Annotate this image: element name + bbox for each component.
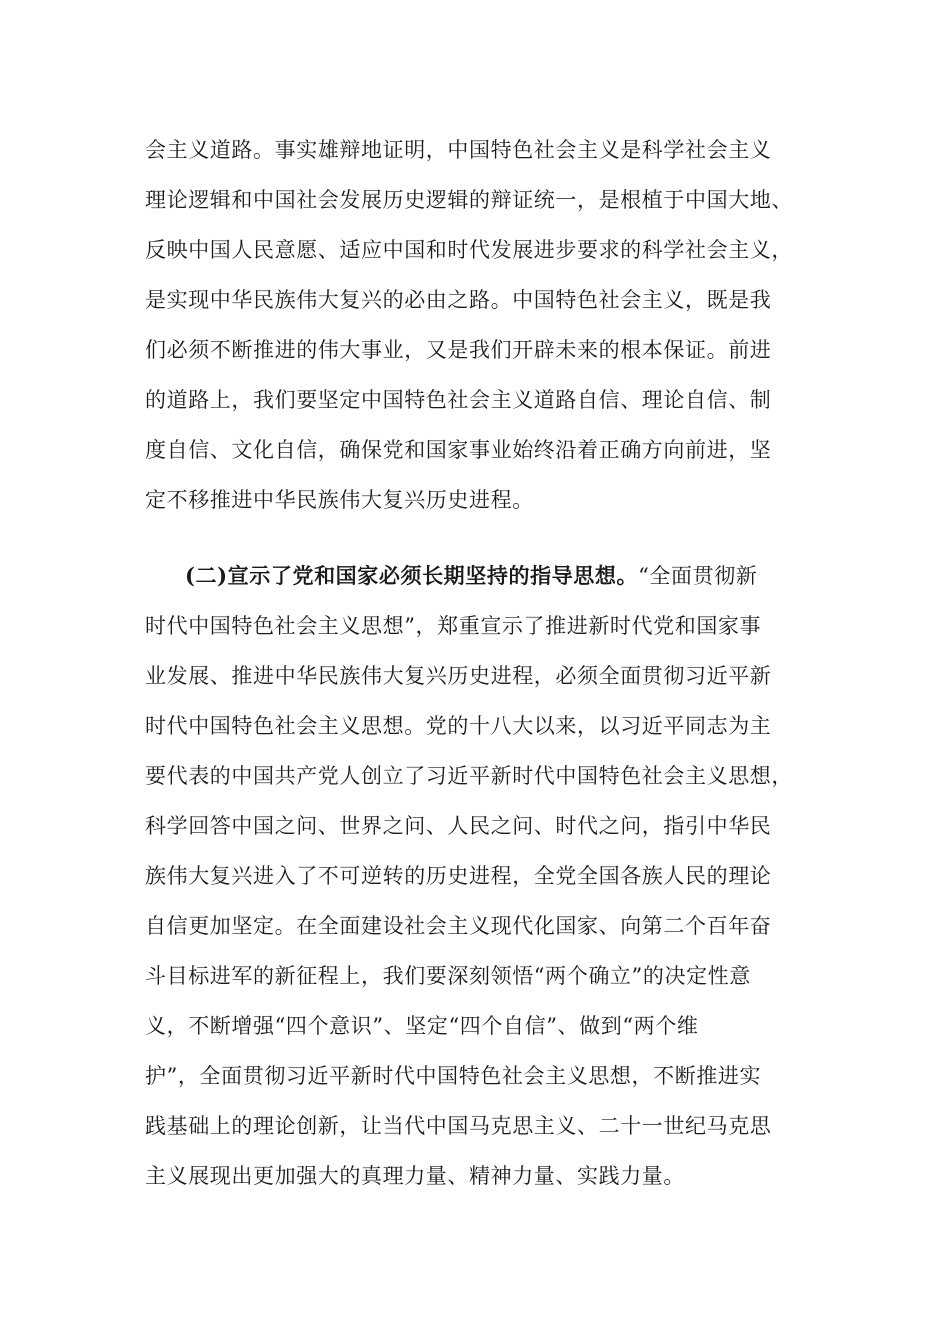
- text-line: 要代表的中国共产党人创立了习近平新时代中国特色社会主义思想，: [145, 764, 793, 788]
- text-line: 会主义道路。事实雄辩地证明，中国特色社会主义是科学社会主义: [145, 138, 772, 162]
- heading-continuation: “全面贯彻新: [638, 564, 758, 588]
- text-line: 们必须不断推进的伟大事业，又是我们开辟未来的根本保证。前进: [145, 338, 772, 362]
- text-line: 的道路上，我们要坚定中国特色社会主义道路自信、理论自信、制: [145, 388, 772, 412]
- text-line: 时代中国特色社会主义思想”，郑重宣示了推进新时代党和国家事: [145, 614, 762, 638]
- text-line: 是实现中华民族伟大复兴的必由之路。中国特色社会主义，既是我: [145, 288, 772, 312]
- section-heading: (二)宣示了党和国家必须长期坚持的指导思想。: [185, 563, 639, 588]
- text-line: 护”，全面贯彻习近平新时代中国特色社会主义思想，不断推进实: [145, 1064, 762, 1088]
- text-line: 践基础上的理论创新，让当代中国马克思主义、二十一世纪马克思: [145, 1114, 772, 1138]
- text-line: 主义展现出更加强大的真理力量、精神力量、实践力量。: [145, 1164, 685, 1188]
- paragraph-first-line: [185, 561, 805, 591]
- text-line: 业发展、推进中华民族伟大复兴历史进程，必须全面贯彻习近平新: [145, 664, 772, 688]
- text-line: 理论逻辑和中国社会发展历史逻辑的辩证统一，是根植于中国大地、: [145, 188, 793, 212]
- text-line: 度自信、文化自信，确保党和国家事业始终沿着正确方向前进，坚: [145, 438, 772, 462]
- text-line: 时代中国特色社会主义思想。党的十八大以来，以习近平同志为主: [145, 714, 772, 738]
- text-line: 反映中国人民意愿、适应中国和时代发展进步要求的科学社会主义，: [145, 238, 793, 262]
- text-line: 自信更加坚定。在全面建设社会主义现代化国家、向第二个百年奋: [145, 914, 772, 938]
- text-line: 义，不断增强“四个意识”、坚定“四个自信”、做到“两个维: [145, 1014, 699, 1038]
- text-line: 斗目标进军的新征程上，我们要深刻领悟“两个确立”的决定性意: [145, 964, 751, 988]
- text-line: 族伟大复兴进入了不可逆转的历史进程，全党全国各族人民的理论: [145, 864, 772, 888]
- text-line: 定不移推进中华民族伟大复兴历史进程。: [145, 488, 534, 512]
- text-line: 科学回答中国之问、世界之问、人民之问、时代之问，指引中华民: [145, 814, 772, 838]
